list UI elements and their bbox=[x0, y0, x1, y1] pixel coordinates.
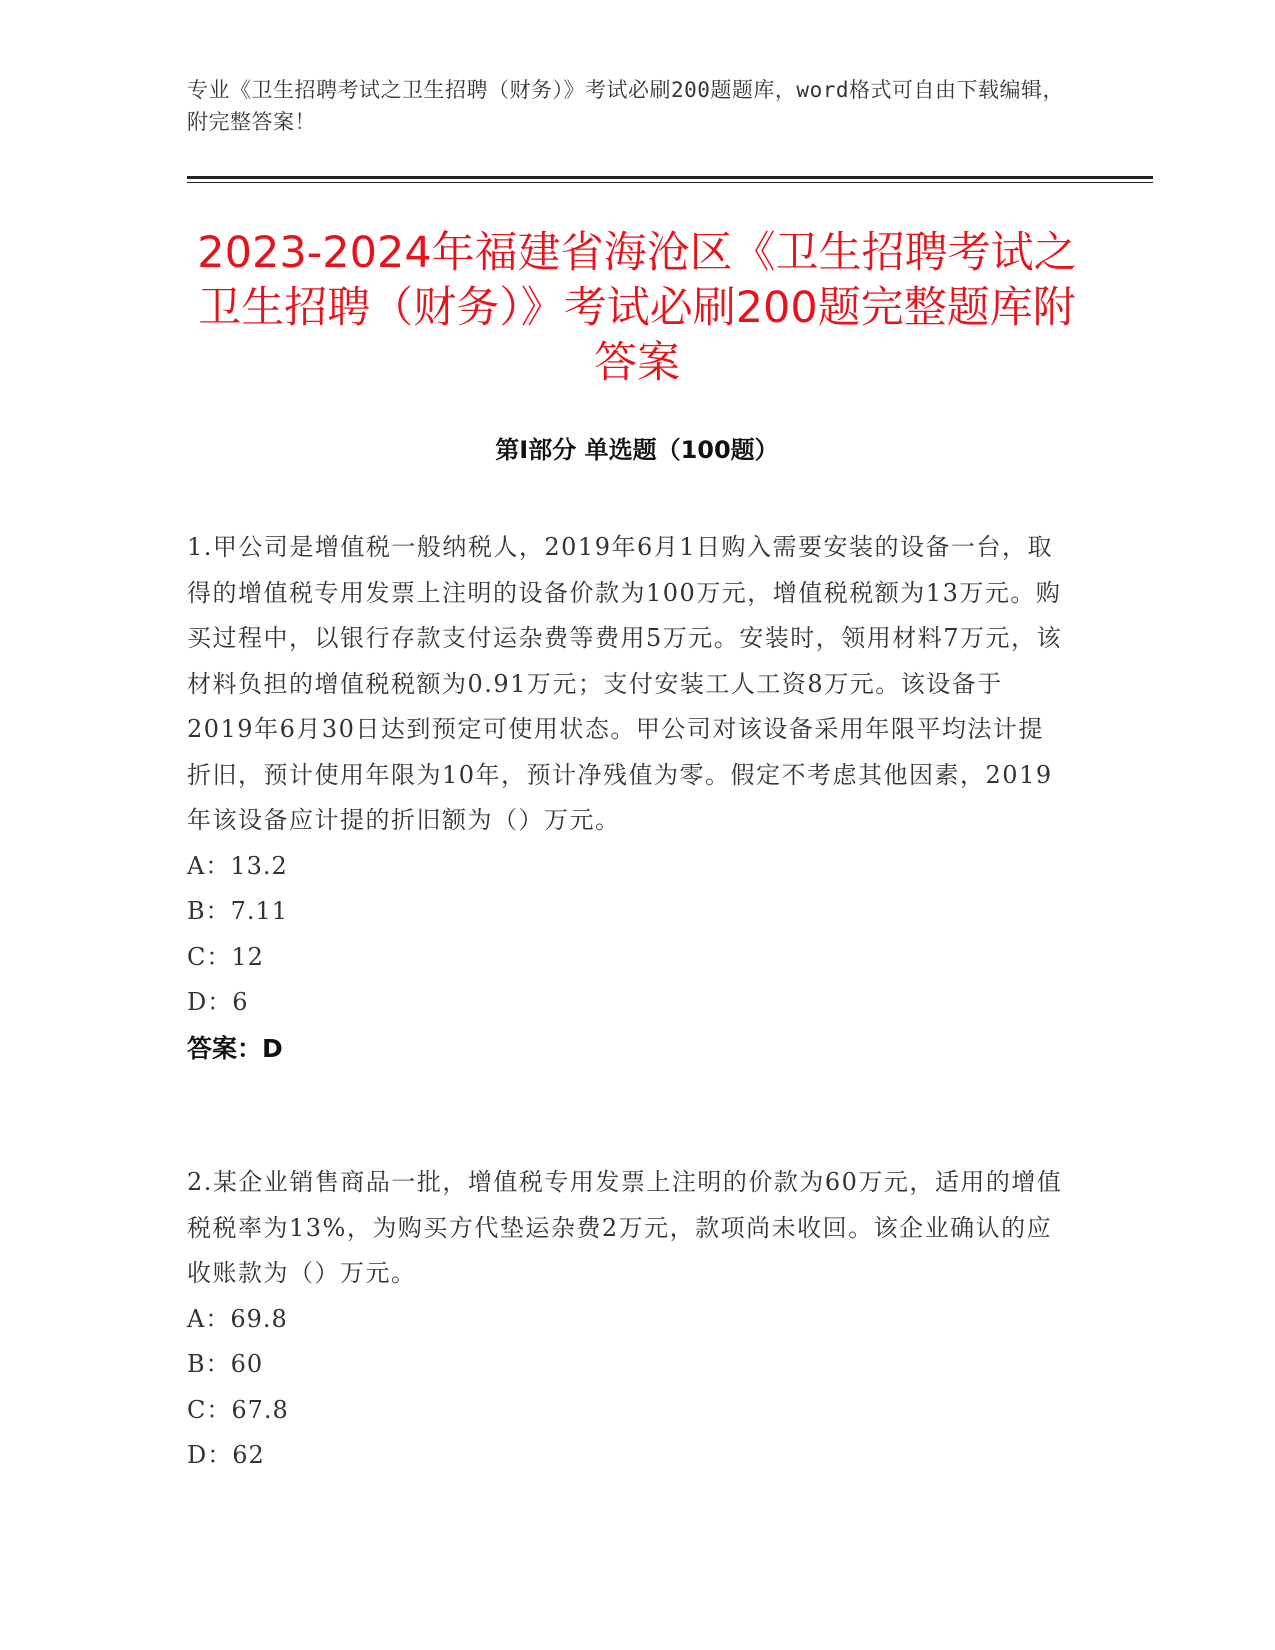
question-2 bbox=[187, 1160, 1067, 1479]
option-a: A：69.8 bbox=[187, 1304, 288, 1333]
question-1 bbox=[187, 525, 1067, 1071]
option-b: B：60 bbox=[187, 1350, 264, 1378]
option-a: A：13.2 bbox=[187, 851, 288, 880]
header-divider-thin bbox=[187, 182, 1153, 183]
option-c: C：12 bbox=[187, 942, 264, 971]
option-d: D：6 bbox=[187, 988, 249, 1016]
option-d: D：62 bbox=[187, 1441, 265, 1469]
question-stem: 2.某企业销售商品一批，增值税专用发票上注明的价款为60万元，适用的增值税税率为13%，为购买方代垫运杂费2万元，款项尚未收回。该企业确认的应收账款为（）万元。 bbox=[187, 1168, 1063, 1287]
section-title: 第Ⅰ部分 单选题（100题） bbox=[495, 436, 779, 464]
option-c: C：67.8 bbox=[187, 1395, 289, 1424]
document-title: 2023-2024年福建省海沧区《卫生招聘考试之卫生招聘（财务）》考试必刷200题完整题库附答案 bbox=[197, 228, 1077, 388]
option-b: B：7.11 bbox=[187, 897, 289, 925]
header-divider-thick bbox=[187, 176, 1153, 179]
header-note: 专业《卫生招聘考试之卫生招聘（财务）》考试必刷200题题库，word格式可自由下载编辑，附完整答案！ bbox=[187, 78, 1064, 134]
answer-label: 答案：D bbox=[187, 1033, 283, 1063]
question-stem: 1.甲公司是增值税一般纳税人，2019年6月1日购入需要安装的设备一台，取得的增值税专用发票上注明的设备价款为100万元，增值税税额为13万元。购买过程中，以银行存款支付运杂费等费用5万元。安装时，领用材料7万元，该材料负担的增值税税额为0.91万元；支付安装工人工资8万元。该设备于2019年6月30日达到预定可使用状态。甲公司对该设备采用年限平均法计提折旧，预计使用年限为10年，预计净残值为零。假定不考虑其他因素，2019年该设备应计提的折旧额为（）万元。 bbox=[187, 533, 1063, 834]
